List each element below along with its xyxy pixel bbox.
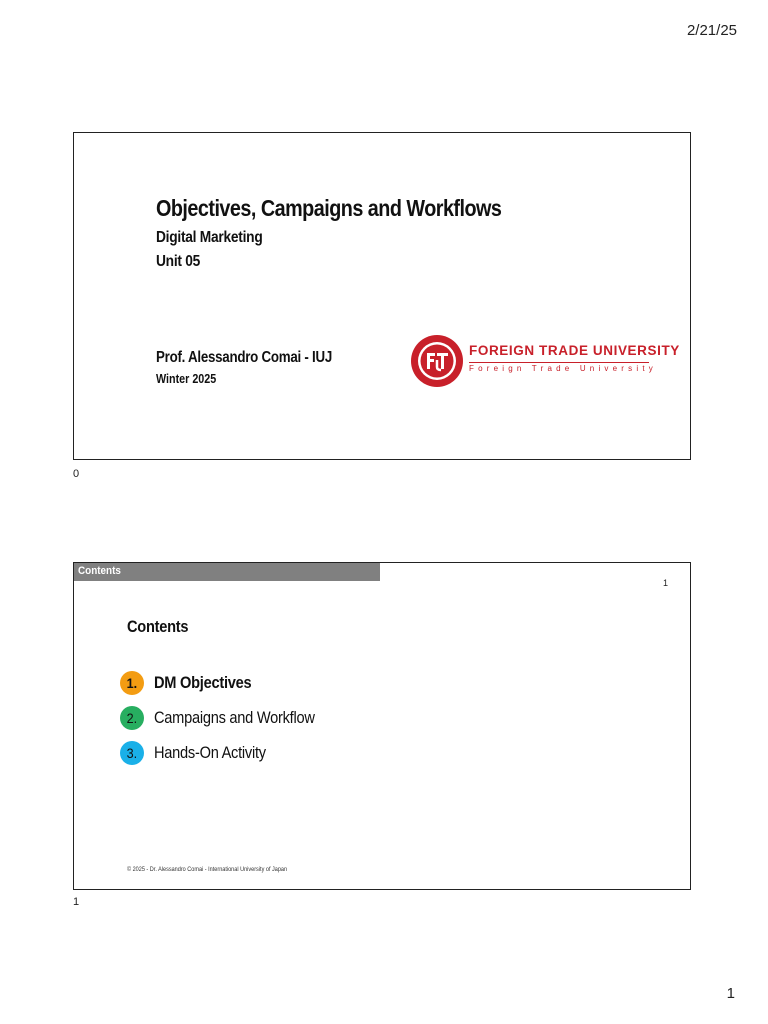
contents-item-1 — [120, 671, 267, 695]
university-subname: Foreign Trade University — [469, 364, 657, 373]
slide-title — [73, 132, 691, 460]
logo-divider — [469, 362, 649, 363]
section-header-label: Contents — [78, 565, 121, 577]
term-label: Winter 2025 — [156, 372, 217, 386]
university-name: FOREIGN TRADE UNIVERSITY — [469, 343, 680, 358]
unit-label: Unit 05 — [156, 253, 201, 270]
author-name: Prof. Alessandro Comai - IUJ — [156, 349, 332, 366]
contents-item-label: Hands-On Activity — [154, 743, 266, 762]
number-badge: 2. — [120, 706, 144, 730]
contents-heading: Contents — [127, 617, 189, 636]
number-badge: 3. — [120, 741, 144, 765]
course-name: Digital Marketing — [156, 229, 263, 246]
university-seal-icon — [409, 333, 465, 389]
page-number: 1 — [726, 985, 735, 1002]
university-logo — [409, 333, 680, 389]
contents-item-3 — [120, 741, 284, 765]
slide-contents — [73, 562, 691, 890]
slide-number-0: 0 — [73, 468, 80, 480]
number-badge: 1. — [120, 671, 144, 695]
contents-item-label: DM Objectives — [154, 673, 252, 692]
contents-item-2 — [120, 706, 341, 730]
contents-item-label: Campaigns and Workflow — [154, 708, 315, 727]
copyright-notice: © 2025 - Dr. Alessandro Comai - International University of Japan — [127, 866, 288, 873]
print-date: 2/21/25 — [686, 22, 737, 39]
slide-corner-number: 1 — [662, 578, 668, 588]
slide-title-heading: Objectives, Campaigns and Workflows — [156, 195, 502, 221]
slide-number-1: 1 — [73, 896, 80, 908]
